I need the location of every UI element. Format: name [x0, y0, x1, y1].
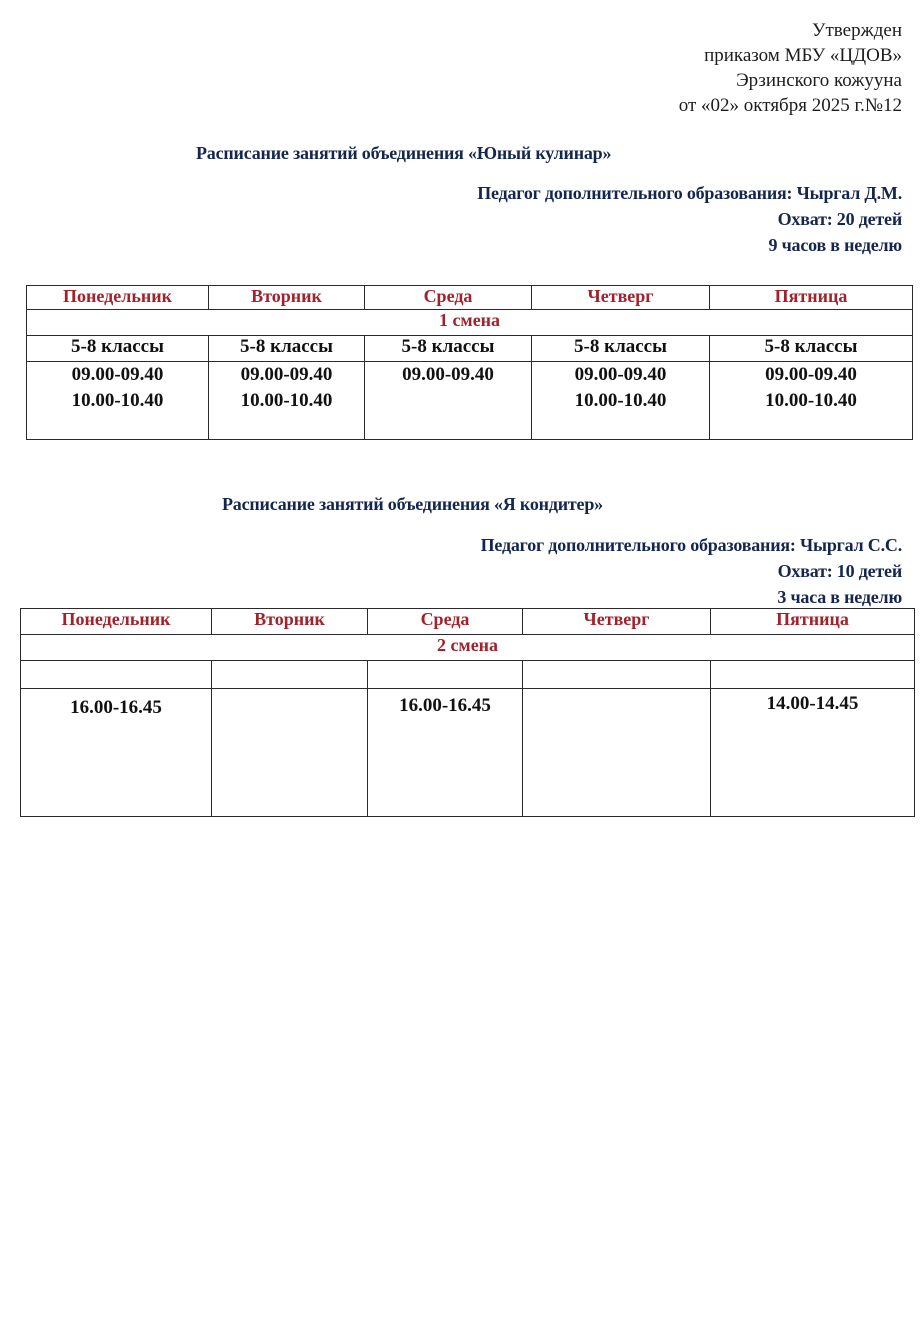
- grade-cell: [711, 661, 915, 689]
- time-cell: [365, 362, 532, 440]
- hours-per-week: 9 часов в неделю: [768, 235, 902, 255]
- day-header: Четверг: [532, 286, 710, 310]
- shift-label: 2 смена: [21, 635, 915, 661]
- grades-row: [27, 336, 913, 362]
- grade-cell: [212, 661, 368, 689]
- day-header: Среда: [368, 609, 523, 635]
- day-header: Вторник: [212, 609, 368, 635]
- grade-cell: 5-8 классы: [27, 336, 209, 362]
- teacher-name: Педагог дополнительного образования: Чыргал Д.М.: [477, 183, 902, 203]
- coverage: Охват: 20 детей: [777, 209, 902, 229]
- time-slot: 09.00-09.40: [240, 364, 333, 385]
- time-cell: [209, 362, 365, 440]
- time-cell: [710, 362, 913, 440]
- time-slot: 14.00-14.45: [766, 693, 859, 714]
- day-header: Пятница: [710, 286, 913, 310]
- time-slot: 10.00-10.40: [765, 390, 857, 411]
- schedule-table: [20, 608, 915, 817]
- time-slot: 09.00-09.40: [71, 364, 164, 385]
- time-slot: 10.00-10.40: [71, 390, 164, 411]
- time-cell: [532, 362, 710, 440]
- grade-cell: [21, 661, 212, 689]
- day-header: Среда: [365, 286, 532, 310]
- approval-line: от «02» октября 2025 г.№12: [678, 95, 902, 116]
- approval-line: приказом МБУ «ЦДОВ»: [704, 45, 902, 66]
- shift-label: 1 смена: [27, 310, 913, 336]
- teacher-name: Педагог дополнительного образования: Чыргал С.С.: [480, 535, 902, 555]
- hours-per-week: 3 часа в неделю: [777, 587, 902, 607]
- time-cell: [27, 362, 209, 440]
- schedule-table: [26, 285, 913, 440]
- time-slot: 16.00-16.45: [399, 695, 491, 716]
- schedule-title: Расписание занятий объединения «Юный кулинар»: [196, 143, 612, 163]
- day-header: Понедельник: [27, 286, 209, 310]
- time-cell: [711, 689, 915, 817]
- shift-row: [27, 310, 913, 336]
- time-cell: [212, 689, 368, 817]
- time-slot: 09.00-09.40: [402, 364, 494, 385]
- times-row: [21, 689, 915, 817]
- grade-cell: 5-8 классы: [209, 336, 365, 362]
- time-slot: 09.00-09.40: [574, 364, 667, 385]
- day-header: Вторник: [209, 286, 365, 310]
- approval-line: Эрзинского кожууна: [736, 70, 902, 91]
- coverage: Охват: 10 детей: [777, 561, 902, 581]
- shift-row: [21, 635, 915, 661]
- day-header: Понедельник: [21, 609, 212, 635]
- grade-cell: 5-8 классы: [710, 336, 913, 362]
- day-header: Четверг: [523, 609, 711, 635]
- grade-cell: [523, 661, 711, 689]
- grade-cell: [368, 661, 523, 689]
- times-row: [27, 362, 913, 440]
- time-slot: 10.00-10.40: [240, 390, 333, 411]
- approval-stamp: [679, 18, 902, 118]
- days-row: [21, 609, 915, 635]
- schedule-meta: [481, 532, 902, 610]
- time-slot: 09.00-09.40: [765, 364, 857, 385]
- grades-row: [21, 661, 915, 689]
- time-slot: 10.00-10.40: [574, 390, 667, 411]
- day-header: Пятница: [711, 609, 915, 635]
- approval-line: Утвержден: [812, 20, 902, 41]
- schedule-meta: [477, 180, 902, 258]
- time-cell: [523, 689, 711, 817]
- time-cell: [21, 689, 212, 817]
- grade-cell: 5-8 классы: [365, 336, 532, 362]
- time-slot: 16.00-16.45: [70, 697, 162, 718]
- days-row: [27, 286, 913, 310]
- time-cell: [368, 689, 523, 817]
- schedule-title: Расписание занятий объединения «Я кондитер»: [222, 494, 603, 514]
- grade-cell: 5-8 классы: [532, 336, 710, 362]
